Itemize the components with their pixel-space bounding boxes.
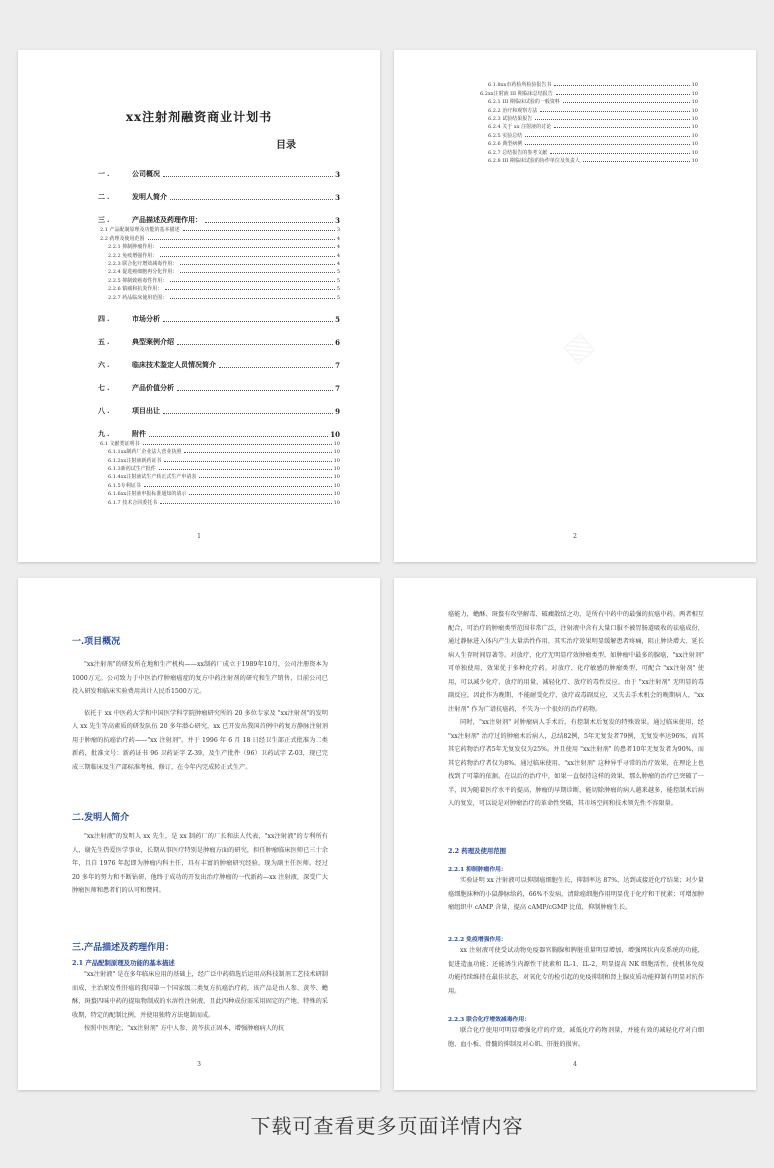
toc-leader-dots	[550, 153, 689, 154]
toc-leader-dots	[556, 94, 690, 95]
section-heading-inventor: 二.发明人简介	[72, 813, 130, 823]
overview-text	[72, 658, 328, 774]
toc-leader-dots	[164, 461, 331, 462]
toc-entry-title: 6.1.1xx制药厂企业法人营业执照	[108, 449, 182, 456]
toc-entry[interactable]	[78, 292, 340, 300]
toc-entry-page: 4	[336, 260, 340, 267]
page-number: 2	[573, 533, 577, 540]
toc-entry-page: 10	[333, 466, 340, 473]
paragraph: 按照中医理论，"xx注射剂" 方中人参、黄芩扶正固本，增强肿瘤病人的抗	[84, 1025, 285, 1032]
subsection-heading-2-2-1: 2.2.1 抑制肿瘤作用：	[448, 867, 507, 873]
page-number: 1	[197, 533, 201, 540]
toc-entry-title: 2.1 产品配制原理及功能的基本描述	[100, 227, 180, 234]
toc-entry-page: 10	[333, 491, 340, 498]
toc-entry[interactable]	[78, 464, 340, 472]
toc-leader-dots	[143, 444, 332, 445]
toc-leader-dots	[205, 222, 333, 223]
toc-entry[interactable]	[458, 88, 698, 96]
toc-leader-dots	[177, 390, 333, 391]
toc-leader-dots	[165, 289, 335, 290]
toc-leader-dots	[184, 452, 331, 453]
toc-entry-number: 五.	[98, 336, 112, 346]
toc-entry-page: 10	[333, 440, 340, 447]
toc-entry-title: 2.2.4 促进癌细胞再分化作用：	[108, 269, 178, 276]
toc-entry-number: 七.	[98, 382, 112, 392]
toc-entry-title: 2.2.1 抑制肿瘤作用：	[108, 244, 158, 251]
toc-entry-page: 7	[335, 383, 340, 393]
toc-entry-title: 6.2.1 III 期临床试验的一般资料	[488, 99, 560, 106]
paragraph: 联合化疗使用可明显增强化疗的疗效，减低化疗药物剂量，并能有效的减轻化疗对白细胞、血小板、骨髓的抑制及对心肌、肝脏的损害。	[448, 1027, 704, 1048]
inventor-text	[72, 830, 328, 898]
toc-leader-dots	[163, 413, 333, 414]
toc-entry-title: 6.2.6 典型病例	[488, 141, 523, 148]
toc-entry[interactable]	[458, 147, 698, 155]
toc-entry-title: 6.1.3新药试生产批件	[108, 466, 156, 473]
section-heading-product: 三.产品描述及药理作用：	[72, 943, 175, 953]
toc-entry[interactable]	[458, 80, 698, 88]
product-text	[72, 968, 328, 1036]
toc-entry[interactable]	[458, 139, 698, 147]
toc-entry[interactable]	[458, 105, 698, 113]
toc-entry-number: 二.	[98, 192, 112, 201]
toc-leader-dots	[180, 272, 334, 273]
toc-entry[interactable]	[78, 267, 340, 275]
toc-entry-title: 2.2 药理及使用范围	[100, 235, 145, 242]
toc-leader-dots	[219, 367, 333, 368]
toc-leader-dots	[563, 102, 690, 103]
toc-entry-number: 六.	[98, 359, 112, 369]
toc-entry-title: 6.1.2xx注射液新药证书	[108, 457, 162, 464]
toc-leader-dots	[554, 127, 689, 128]
toc-leader-dots	[540, 111, 689, 112]
toc-entry-page: 5	[335, 314, 340, 324]
toc-entry-title: 项目出让	[132, 405, 160, 415]
toc-entry[interactable]	[78, 179, 340, 202]
paragraph: 同时，"xx注射剂" 对肿瘤病人手术后，有控制术后复发的特殊效果。通过临床使用，经 "xx注射剂" 治疗过的肿瘤术后病人，总结82例，5年无复发者79例，无复发率达96%，而其其它药物治疗者5年无复发仅为25%。并且使用 "xx注射剂" 的患者10年无复发者为90%，而其它药物治疗者仅为8%。通过临床使用，"xx注射剂" 这种异乎寻常的治疗效果，在理论上也找到了可靠的依据。在以后的治疗中，如果一直保持这样的效果，那么肿瘤的治疗已突破了一半，因为随着医疗水平的提高，肿瘤的早期诊断，能切除肿瘤的病人越来越多，能控制术后病人的复发，可以说是对肿瘤治疗的革命性突破，其市场空间和技术领先性不容限量。	[448, 719, 704, 807]
toc-entry-page: 4	[336, 252, 340, 259]
toc-leader-dots	[554, 85, 689, 86]
toc-entry[interactable]	[78, 489, 340, 497]
toc-entry-page: 10	[330, 429, 340, 439]
toc-entry-page: 5	[336, 269, 340, 276]
toc-entry-page: 10	[691, 157, 698, 164]
toc-entry[interactable]	[458, 97, 698, 105]
watermark	[556, 325, 600, 370]
toc-entry-title: 市场分析	[132, 313, 160, 323]
toc-entry-number: 一.	[98, 169, 112, 178]
toc-leader-dots	[177, 344, 333, 345]
toc-entry-page: 7	[335, 360, 340, 370]
immunity-text	[448, 944, 704, 998]
page-number: 3	[197, 1061, 201, 1068]
toc-entry-page: 3	[335, 216, 340, 225]
toc-entry-title: 6.2.8 III 期临床试验的协作单位及负责人	[488, 157, 580, 164]
download-more-caption[interactable]: 下载可查看更多页面详情内容	[250, 1114, 524, 1138]
toc-entry[interactable]	[78, 497, 340, 505]
toc-entry[interactable]	[78, 284, 340, 292]
toc-entry[interactable]	[78, 275, 340, 283]
toc-entry[interactable]	[78, 156, 340, 179]
document-title: xx注射剂融资商业计划书	[125, 110, 273, 124]
toc-leader-dots	[159, 469, 332, 470]
toc-leader-dots	[163, 176, 333, 177]
toc-entry-title: 2.2.2 免疫增强作用：	[108, 252, 158, 259]
toc-entry[interactable]	[78, 370, 340, 393]
section-heading-overview: 一.项目概况	[72, 637, 121, 647]
toc-entry-title: 6.1.7 技术合同委托书	[108, 499, 158, 506]
toc-entry-page: 10	[691, 149, 698, 156]
toc-entry-page: 10	[333, 474, 340, 481]
toc-entry-title: 6.2.7 总结报告的参考文献	[488, 149, 548, 156]
toc-entry[interactable]	[458, 130, 698, 138]
toc-entry-page: 10	[333, 449, 340, 456]
toc-entry-page: 10	[333, 499, 340, 506]
toc-leader-dots	[199, 477, 331, 478]
toc-entry-page: 10	[333, 482, 340, 489]
tumor-inhibition-text	[448, 874, 704, 915]
toc-entry-page: 10	[691, 141, 698, 148]
chemo-synergy-text	[448, 1024, 704, 1051]
toc-entry[interactable]	[78, 416, 340, 439]
document-page-1	[18, 50, 380, 562]
toc-leader-dots	[160, 503, 331, 504]
toc-leader-dots	[525, 136, 689, 137]
toc-entry-page: 10	[691, 82, 698, 89]
toc-entry-title: 2.2.7 药品临床使用范围：	[108, 294, 168, 301]
toc-entry[interactable]	[78, 301, 340, 324]
toc-entry-page: 10	[691, 107, 698, 114]
toc-entry-title: 6.2.5 实验总结	[488, 132, 523, 139]
table-of-contents-continued	[458, 80, 698, 164]
paragraph: "xx注射剂"的研发所在地和生产机构——xx制药厂成立于1989年10月，公司注册资本为1000万元。公司致力于中医治疗肿瘤癌症的复方中药注射剂的研究和生产销售，目前公司已投入研发和临床实验费用共计人民币1500万元。	[72, 661, 328, 695]
toc-entry-page: 3	[335, 193, 340, 202]
continued-text	[448, 608, 704, 811]
toc-leader-dots	[160, 247, 335, 248]
toc-entry[interactable]	[78, 202, 340, 225]
paragraph: "xx注射液" 是在多年临床应用的基础上，经广泛中药筛选后运用高科技制剂工艺技术研制而成，主治原发性肝癌的我国第一个国家级二类复方抗癌治疗药，该产品是由人参、黄芩、蟾酥、斑蝥四味中药的提取物制成的水溶性注射液，且此四种成份需采用固定的产地、特殊的采收期，特定的配制比例，并使用独特方法炮制而成。	[72, 971, 328, 1019]
toc-entry-page: 3	[335, 170, 340, 179]
toc-leader-dots	[183, 230, 335, 231]
toc-entry-number: 三.	[98, 215, 112, 224]
toc-entry-title: 典型案例介绍	[132, 336, 174, 346]
paragraph: xx 注射液可使受试动物免疫器官胸腺和脾脏重量明显增加，增强网状内皮系统的功能，促进造血功能；还能诱生内源性干扰素和 IL-1、IL-2，明显提高 NK 细胞活性，使机体免疫功能持续维持在最佳状态，对氧化专的检引起的免疫抑制和肾上腺皮质功能抑制有明显对抗作用。	[448, 947, 704, 995]
toc-entry[interactable]	[458, 122, 698, 130]
toc-leader-dots	[170, 281, 334, 282]
page-number: 4	[573, 1061, 577, 1068]
toc-entry-number: 八.	[98, 405, 112, 415]
toc-entry-title: 6.1 文献类证明书	[100, 440, 140, 447]
toc-entry-title: 公司概况	[132, 169, 160, 178]
toc-leader-dots	[525, 144, 689, 145]
toc-entry-title: 6.1.5专利证书	[108, 482, 141, 489]
toc-entry-title: 临床技术鉴定人员情况简介	[132, 359, 216, 369]
toc-entry-title: 发明人简介	[132, 192, 167, 201]
toc-entry-title: 附件	[132, 428, 146, 438]
toc-entry[interactable]	[78, 393, 340, 416]
toc-entry-page: 5	[336, 286, 340, 293]
toc-entry[interactable]	[78, 439, 340, 447]
toc-entry-page: 10	[691, 124, 698, 131]
paragraph: "xx注射液"的发明人 xx 先生，是 xx 制药厂的厂长和法人代表，"xx注射液"的专利所有人，谢先生热爱医学事业，长期从事医疗特别是肿瘤方面的研究，担任肿瘤临床医师已三十余年，且自 1976 年起即为肿瘤内科主任，具有丰富的肿瘤研究经验，现为副主任医师。经过 20 多年的努力和不断钻研，他终于成功的开发出治疗肿瘤的一代新药—xx 注射液，深受广大肿瘤医师和患者们的认可和赞同。	[72, 833, 328, 894]
toc-entry-page: 9	[335, 406, 340, 416]
toc-entry[interactable]	[78, 259, 340, 267]
subsection-heading-2-2-2: 2.2.2 免疫增强作用：	[448, 937, 507, 943]
toc-entry-page: 10	[691, 99, 698, 106]
toc-entry-title: 6.1.4xx注射液试生产转正式生产申请表	[108, 474, 197, 481]
toc-entry-page: 6	[335, 337, 340, 347]
toc-leader-dots	[583, 161, 690, 162]
toc-leader-dots	[160, 256, 335, 257]
toc-entry[interactable]	[78, 347, 340, 370]
toc-entry[interactable]	[78, 225, 340, 233]
toc-leader-dots	[144, 486, 332, 487]
document-page-4	[394, 578, 756, 1090]
toc-leader-dots	[148, 239, 335, 240]
toc-entry-page: 10	[333, 457, 340, 464]
toc-leader-dots	[170, 199, 333, 200]
toc-entry[interactable]	[78, 447, 340, 455]
toc-heading: 目录	[276, 140, 296, 151]
toc-entry[interactable]	[78, 233, 340, 241]
toc-entry-page: 3	[336, 227, 340, 234]
subsection-heading-2-2-3: 2.2.3 联合化疗增效减毒作用：	[448, 1017, 530, 1023]
toc-entry-title: 6.2.2 治疗和观察方法	[488, 107, 538, 114]
toc-entry-title: 产品价值分析	[132, 382, 174, 392]
toc-leader-dots	[189, 494, 331, 495]
toc-entry-title: 产品描述及药理作用：	[132, 215, 202, 224]
toc-entry-page: 5	[336, 277, 340, 284]
toc-entry-title: 6.2xx注射液 III 期临床总结报告	[480, 90, 553, 97]
toc-entry-number: 九.	[98, 428, 112, 438]
toc-entry[interactable]	[78, 480, 340, 488]
toc-leader-dots	[170, 298, 334, 299]
toc-leader-dots	[180, 264, 334, 265]
toc-entry[interactable]	[78, 250, 340, 258]
toc-entry-title: 6.1.6xx注射液申报标准通知的请示	[108, 491, 187, 498]
toc-entry-title: 2.2.6 镇痛和抗炎作用：	[108, 286, 163, 293]
subsection-heading-2-2: 2.2 药理及使用范围	[448, 847, 507, 855]
toc-entry[interactable]	[458, 114, 698, 122]
subsection-heading-2-1: 2.1 产品配制原理及功能的基本描述	[72, 959, 175, 967]
toc-entry-number: 四.	[98, 313, 112, 323]
toc-entry[interactable]	[78, 455, 340, 463]
toc-entry-page: 5	[336, 294, 340, 301]
toc-entry-title: 6.1.8xx市药检所检验报告书	[488, 82, 552, 89]
toc-leader-dots	[149, 436, 328, 437]
document-page-3	[18, 578, 380, 1090]
paragraph: 依托于 xx 中医药大学和中国医学科学院肿瘤研究所的 20 多位专家及 "xx注射剂"的发明人 xx 先生等高素质的研发队伍 20 多年潜心研究，xx 已开发出我国首例中药复方静脉注射剂用于肿瘤的抗癌治疗药——"xx 注射剂"。并于 1996 年 6 月 18 日经卫生部正式批准为二类新药，批准文号：新药证书 96 卫药证字 Z-39，及生产批件（96）卫药试字 Z-03，现已完成三期临床及生产部标准考核、修订，在今年内完成转正式生产。	[72, 709, 328, 771]
toc-entry-title: 2.2.3 联合化疗增效减毒作用：	[108, 260, 178, 267]
toc-entry-page: 4	[336, 244, 340, 251]
toc-entry[interactable]	[78, 472, 340, 480]
toc-leader-dots	[535, 119, 689, 120]
toc-leader-dots	[163, 321, 333, 322]
toc-entry-page: 10	[691, 90, 698, 97]
toc-entry[interactable]	[78, 324, 340, 347]
toc-entry-title: 2.2.5 抑制致癌毒性作用：	[108, 277, 168, 284]
table-of-contents	[78, 156, 340, 506]
toc-entry-title: 6.2.3 试验结果报告	[488, 115, 533, 122]
toc-entry-page: 10	[691, 132, 698, 139]
toc-entry-title: 6.2.4 关于 xx 注射液的讨论	[488, 124, 552, 131]
toc-entry[interactable]	[78, 242, 340, 250]
toc-entry-page: 10	[691, 115, 698, 122]
paragraph: 实验证明 xx 注射液可以抑制癌细胞生长，抑制率达 87%，达到或接近化疗结果；对少量癌细胞抹种的小鼠静脉给药，66%不发病，清除癌细胞作用明显优于化疗和干扰素；可增加肿瘤组织中 cAMP 含量，提高 cAMP/cGMP 比值，抑制肿瘤生长。	[448, 877, 704, 911]
paragraph: 癌能力，蟾酥、斑蝥有攻坚解毒、破癥散结之功，是所有中药中的最强的抗癌中药，两者相互配合，可治疗的肿瘤类型范围非常广泛，注射液中含有大量口服不被胃肠道吸收的祛癌成份，通过静脉进入体内产生大量活性作用，其实治疗效果明显缓解患者疼痛，阻止肿块增大、延长病人生存时间显著等。对放疗、化疗无明显疗效肿瘤类型，如肿瘤中最多的腺癌，"xx注射剂" 可单独使用，效果优于多种化疗药。对放疗、化疗敏感的肿瘤类型，可配合 "xx注射剂" 使用，可以减少化疗、放疗的用量，减轻化疗、放疗的毒性反应，由于 "xx注射剂" 无明显的毒副反应，因此作为晚期、不能耐受化疗、放疗或毒副反应，又失去手术机会的晚期病人，"xx注射剂" 作为广谱抗癌药，不失为一个很好的治疗药物。	[448, 611, 704, 713]
toc-entry-page: 4	[336, 235, 340, 242]
document-page-2	[394, 50, 756, 562]
toc-entry[interactable]	[458, 156, 698, 164]
